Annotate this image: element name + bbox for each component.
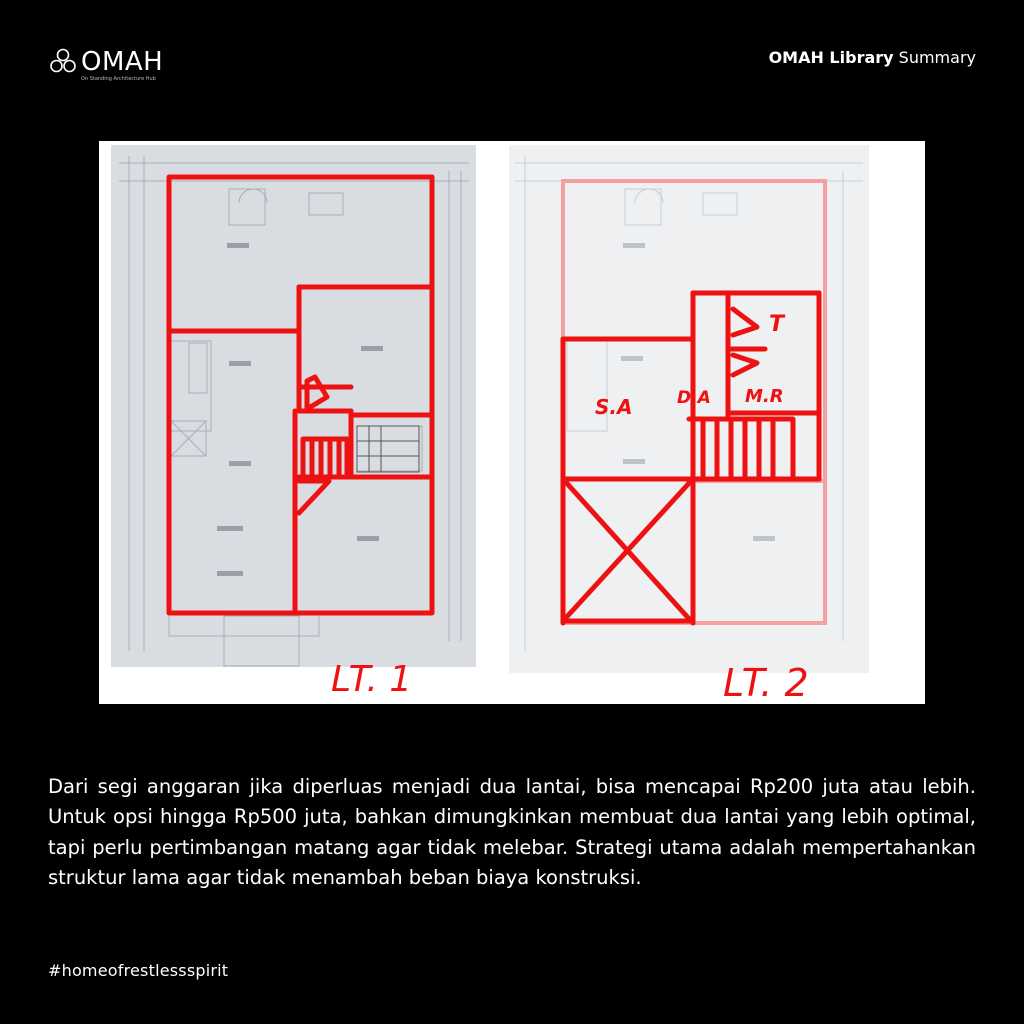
room-label-t: T	[769, 312, 785, 337]
page-title-light: Summary	[898, 48, 976, 67]
brand-tagline: On Standing Architecture Hub	[81, 76, 156, 82]
footer-hashtag: #homeofrestlessspirit	[48, 961, 229, 980]
room-label-sa: S.A	[595, 395, 633, 419]
floor-label-lt1: LT. 1	[331, 659, 413, 700]
page-title-bold: OMAH Library	[768, 48, 894, 67]
floor-plan-lt1	[99, 141, 499, 704]
brand-logo	[47, 46, 164, 82]
brand-name: OMAH	[81, 47, 164, 77]
room-label-da: D.A	[677, 388, 711, 408]
trefoil-logo-icon	[47, 46, 79, 78]
floor-plan-lt2	[503, 141, 925, 704]
summary-paragraph: Dari segi anggaran jika diperluas menjadi dua lantai, bisa mencapai Rp200 juta atau lebih. Untuk opsi hingga Rp500 juta, bahkan dimungkinkan membuat dua lantai yang lebih optimal, tapi perlu pertimbangan matang agar tidak melebar. Strategi utama adalah mempertahankan struktur lama agar tidak menambah beban biaya konstruksi.	[48, 774, 976, 889]
room-label-mr: M.R	[745, 386, 784, 407]
page-title	[769, 48, 976, 67]
floor-plan-figure	[99, 141, 925, 704]
floor-label-lt2: LT. 2	[723, 661, 809, 704]
